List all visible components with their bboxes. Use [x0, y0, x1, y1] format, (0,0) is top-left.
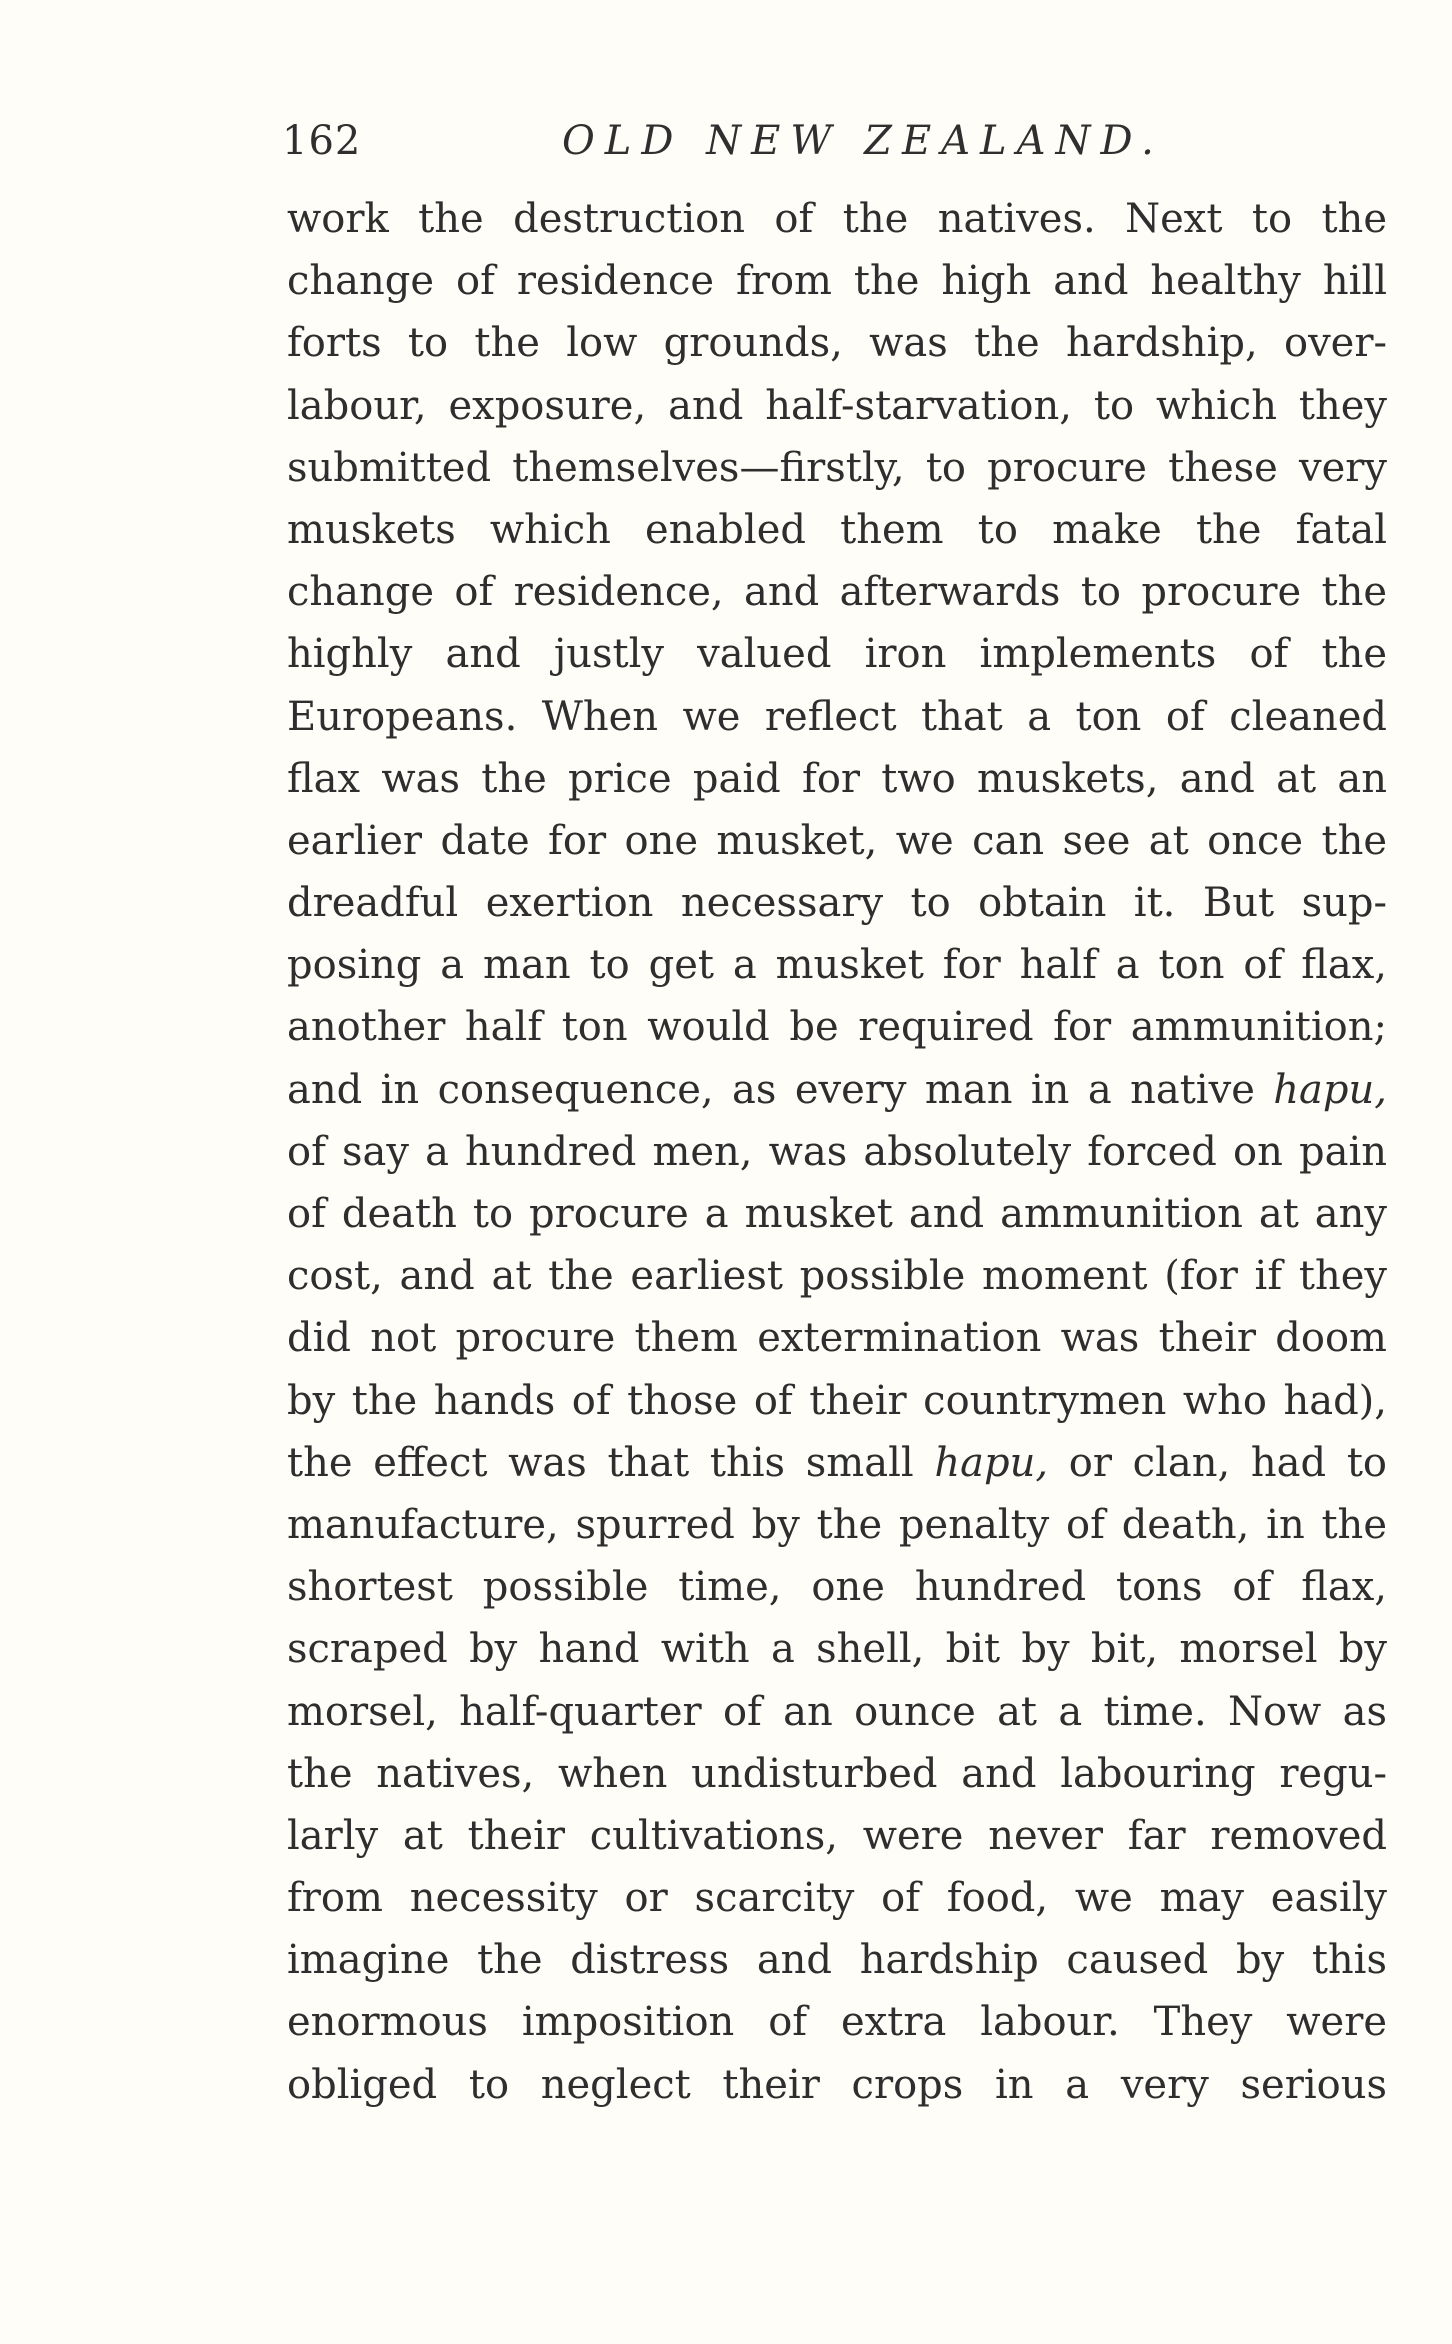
text-line: larly at their cultivations, were never far removed	[287, 1812, 1387, 1859]
text-line: change of residence, and afterwards to procure the	[287, 569, 1387, 616]
text-line: submitted themselves—firstly, to procure these very	[287, 444, 1387, 491]
text-line: labour, exposure, and half-starvation, to which they	[287, 382, 1387, 429]
text-line: dreadful exertion necessary to obtain it. But sup-	[287, 880, 1387, 927]
text-line: morsel, half-quarter of an ounce at a time. Now as	[287, 1688, 1387, 1735]
text-line: earlier date for one musket, we can see at once the	[287, 817, 1387, 864]
text-segment: the effect was that this small	[287, 1439, 914, 1486]
text-line: posing a man to get a musket for half a ton of flax,	[287, 942, 1387, 989]
text-line: highly and justly valued iron implements of the	[287, 631, 1387, 678]
page-number: 162	[282, 118, 362, 164]
text-line: of death to procure a musket and ammunition at any	[287, 1191, 1387, 1237]
text-line: flax was the price paid for two muskets, and at an	[287, 755, 1387, 802]
text-line: scraped by hand with a shell, bit by bit, morsel by	[287, 1626, 1387, 1673]
text-line: forts to the low grounds, was the hardship, over-	[287, 320, 1387, 367]
text-line: shortest possible time, one hundred tons of flax,	[287, 1564, 1387, 1611]
text-segment: and in consequence, as every man in a native	[287, 1066, 1255, 1113]
text-line: did not procure them extermination was their doom	[287, 1315, 1387, 1362]
text-line: by the hands of those of their countrymen who had),	[287, 1377, 1387, 1424]
text-line: enormous imposition of extra labour. They were	[287, 1999, 1387, 2046]
text-line: cost, and at the earliest possible moment (for if they	[287, 1253, 1387, 1300]
running-title: OLD NEW ZEALAND.	[562, 118, 1164, 164]
text-line: imagine the distress and hardship caused by this	[287, 1937, 1387, 1984]
text-line: of say a hundred men, was absolutely forced on pain	[287, 1128, 1387, 1175]
text-line: another half ton would be required for ammunition;	[287, 1004, 1387, 1051]
text-line: obliged to neglect their crops in a very serious	[287, 2061, 1387, 2108]
text-line: the natives, when undisturbed and labouring regu-	[287, 1750, 1387, 1797]
text-line-with-italic	[287, 1059, 1387, 1121]
italic-word-hapu: hapu,	[1273, 1066, 1387, 1113]
page-header	[282, 118, 1392, 178]
text-line: Europeans. When we reflect that a ton of cleaned	[287, 693, 1387, 740]
italic-word-hapu: hapu,	[934, 1439, 1049, 1486]
text-line: muskets which enabled them to make the fatal	[287, 506, 1387, 553]
text-line: manufacture, spurred by the penalty of death, in the	[287, 1501, 1387, 1548]
text-line: from necessity or scarcity of food, we may easily	[287, 1875, 1387, 1922]
text-line: change of residence from the high and healthy hill	[287, 258, 1387, 305]
body-text	[287, 188, 1387, 2116]
text-line: work the destruction of the natives. Next to the	[287, 196, 1387, 242]
text-segment: or clan, had to	[1068, 1439, 1387, 1486]
text-line-with-italic	[287, 1432, 1387, 1494]
